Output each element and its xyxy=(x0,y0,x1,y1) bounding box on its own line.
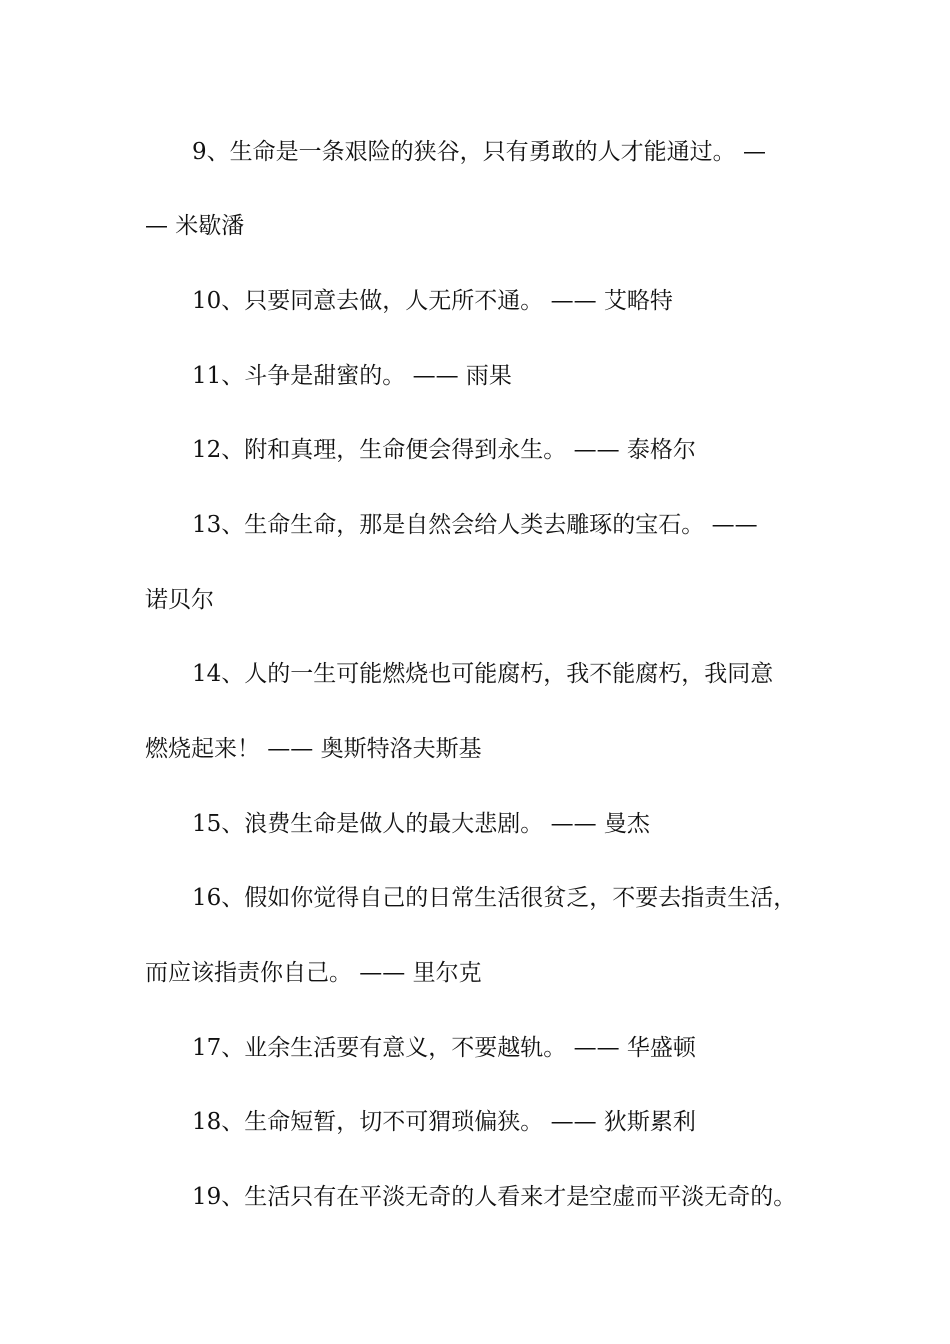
quote-17: 17、业余生活要有意义，不要越轨。 —— 华盛顿 xyxy=(192,1035,696,1061)
quote-19: 19、生活只有在平淡无奇的人看来才是空虚而平淡无奇的。 xyxy=(192,1184,797,1210)
quote-12: 12、附和真理，生命便会得到永生。 —— 泰格尔 xyxy=(192,437,696,463)
quote-9-continuation: — 米歇潘 xyxy=(145,213,245,239)
quote-13-continuation: 诺贝尔 xyxy=(145,587,214,613)
quote-15: 15、浪费生命是做人的最大悲剧。 —— 曼杰 xyxy=(192,811,650,837)
quote-14-continuation: 燃烧起来！ —— 奥斯特洛夫斯基 xyxy=(145,736,482,762)
quote-13: 13、生命生命，那是自然会给人类去雕琢的宝石。 —— xyxy=(192,512,758,538)
quote-10: 10、只要同意去做，人无所不通。 —— 艾略特 xyxy=(192,288,673,314)
quote-14: 14、人的一生可能燃烧也可能腐朽，我不能腐朽，我同意 xyxy=(192,661,774,687)
quote-16: 16、假如你觉得自己的日常生活很贫乏，不要去指责生活， xyxy=(192,885,797,911)
quote-11: 11、斗争是甜蜜的。 —— 雨果 xyxy=(192,363,512,389)
quote-9: 9、生命是一条艰险的狭谷，只有勇敢的人才能通过。 — xyxy=(192,139,766,165)
quote-16-continuation: 而应该指责你自己。 —— 里尔克 xyxy=(145,960,482,986)
quote-18: 18、生命短暂，切不可猬琐偏狭。 —— 狄斯累利 xyxy=(192,1109,696,1135)
